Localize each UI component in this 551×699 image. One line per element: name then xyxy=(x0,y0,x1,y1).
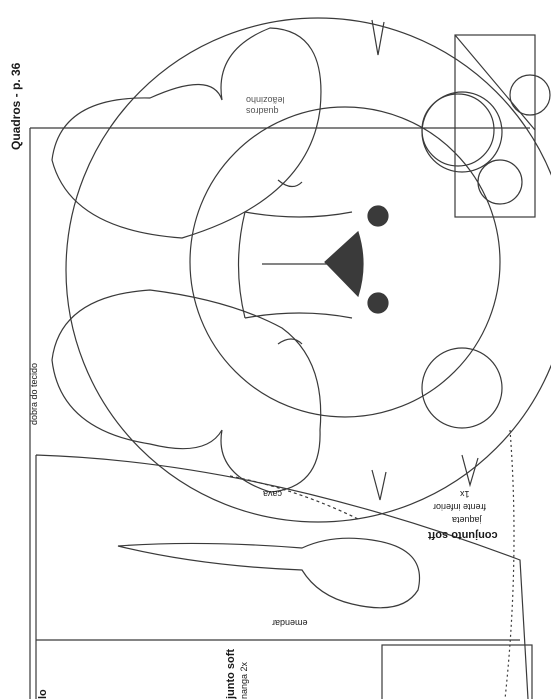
muzzle-curve xyxy=(239,212,246,318)
heart-piece-top xyxy=(52,28,321,238)
jacket-title: conjunto soft xyxy=(428,529,498,541)
muzzle-curve xyxy=(245,212,352,217)
frame-piece-line1: quadros xyxy=(246,106,279,116)
edge-label: lo xyxy=(37,689,49,699)
armhole-curve xyxy=(230,476,360,520)
section-title: Quadros - p. 36 xyxy=(9,62,23,150)
frame-rect-piece xyxy=(455,35,535,217)
nose-shape xyxy=(325,232,363,296)
mane-outline xyxy=(66,18,551,525)
frame-piece-line2: leãozinho xyxy=(246,95,285,105)
jacket-qty: 1x xyxy=(460,489,470,499)
heart-piece-bottom xyxy=(52,290,321,492)
join-label: emendar xyxy=(272,618,308,628)
muzzle-curve xyxy=(245,313,352,318)
ear-outline xyxy=(422,348,502,428)
armhole-label: cava xyxy=(263,489,283,499)
jacket-line1: jaqueta xyxy=(452,515,482,525)
deco-circle xyxy=(510,75,550,115)
mane-spike xyxy=(372,470,386,500)
fold-label: dobra do tecido xyxy=(29,362,39,425)
sleeve-rect-piece xyxy=(382,645,532,699)
sleeve-title: junto soft xyxy=(225,648,237,699)
sleeve-subtitle: nanga 2x xyxy=(239,661,249,699)
jacket-line2: frente inferior xyxy=(433,502,487,512)
dotted-edge xyxy=(505,430,514,699)
eye-dot xyxy=(368,293,388,313)
eye-dot xyxy=(368,206,388,226)
deco-circle xyxy=(478,160,522,204)
frame-rect-diagonal xyxy=(455,35,535,130)
tail-piece xyxy=(118,538,420,608)
mane-spike xyxy=(462,455,478,485)
